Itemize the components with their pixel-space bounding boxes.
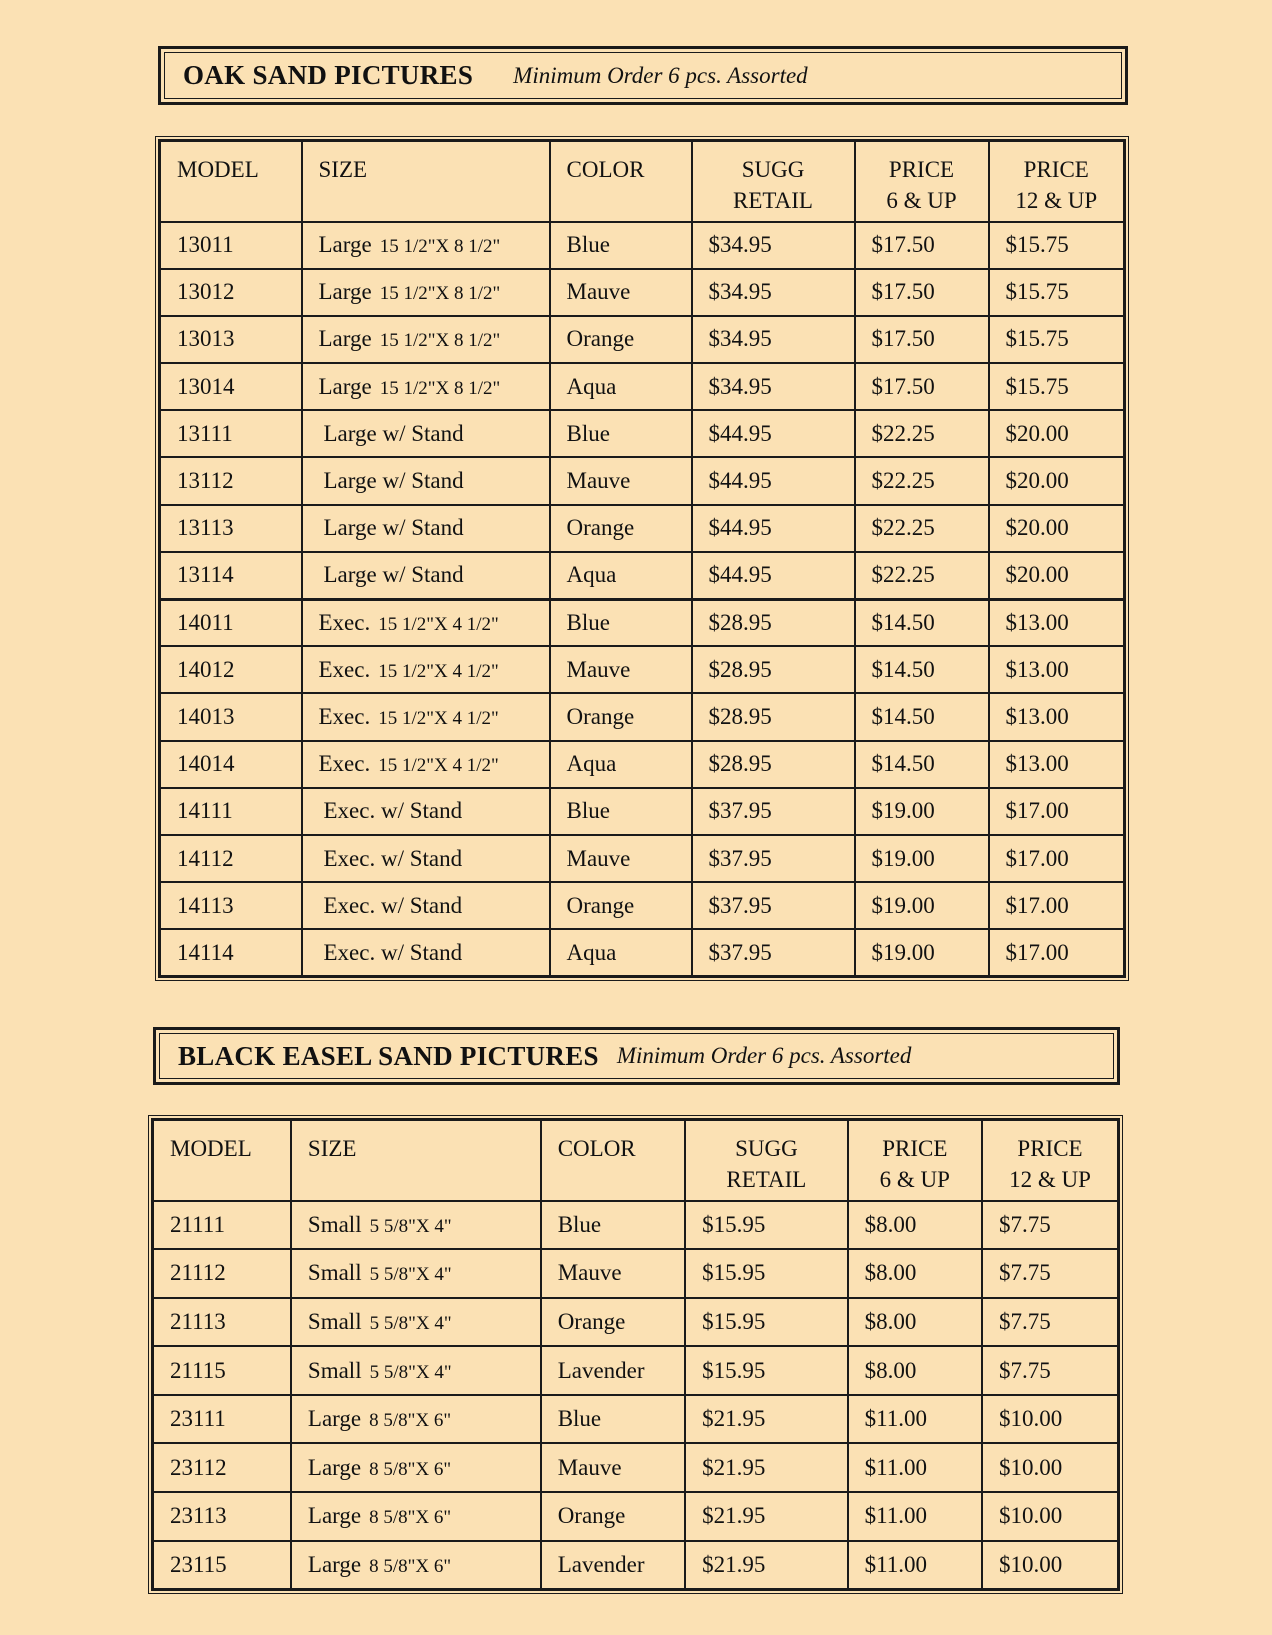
column-header: PRICE 12 & UP	[989, 141, 1125, 222]
model-cell: 23115	[153, 1541, 291, 1590]
price-6-up-cell: $11.00	[848, 1443, 982, 1492]
table-row	[160, 269, 1125, 316]
size-label: Exec. w/ Stand	[323, 798, 463, 824]
column-header: SIZE	[302, 141, 550, 222]
column-header: MODEL	[153, 1120, 291, 1201]
model-cell: 13012	[160, 269, 302, 316]
color-cell: Lavender	[541, 1346, 685, 1395]
size-label: Large w/ Stand	[323, 562, 464, 588]
column-header: SIZE	[291, 1120, 541, 1201]
color-cell: Aqua	[550, 552, 692, 599]
size-cell	[291, 1201, 541, 1250]
color-cell: Orange	[541, 1492, 685, 1541]
black-easel-price-table	[151, 1118, 1120, 1591]
color-cell: Mauve	[541, 1443, 685, 1492]
table-row	[160, 835, 1125, 882]
oak-price-table	[158, 139, 1126, 978]
price-12-up-cell: $13.00	[989, 693, 1125, 740]
column-header: COLOR	[541, 1120, 685, 1201]
price-12-up-cell: $13.00	[989, 599, 1125, 646]
model-cell: 21115	[153, 1346, 291, 1395]
size-cell	[291, 1492, 541, 1541]
sugg-retail-cell: $44.95	[692, 457, 855, 504]
table-row	[153, 1298, 1119, 1347]
table-row	[160, 693, 1125, 740]
size-label: Large w/ Stand	[323, 468, 464, 494]
sugg-retail-cell: $37.95	[692, 929, 855, 976]
table-row	[153, 1541, 1119, 1590]
sugg-retail-cell: $21.95	[685, 1492, 848, 1541]
sugg-retail-cell: $15.95	[685, 1346, 848, 1395]
model-cell: 21113	[153, 1298, 291, 1347]
price-12-up-cell: $17.00	[989, 882, 1125, 929]
price-6-up-cell: $8.00	[848, 1346, 982, 1395]
size-label: Small	[307, 1211, 362, 1237]
price-6-up-cell: $8.00	[848, 1298, 982, 1347]
sugg-retail-cell: $21.95	[685, 1541, 848, 1590]
price-6-up-cell: $8.00	[848, 1249, 982, 1298]
size-label: Exec. w/ Stand	[323, 892, 463, 918]
size-dimensions: 8 5/8"X 6"	[369, 1458, 452, 1480]
column-header: COLOR	[550, 141, 692, 222]
model-cell: 13014	[160, 363, 302, 410]
price-6-up-cell: $19.00	[855, 882, 989, 929]
table-row	[160, 599, 1125, 646]
price-12-up-cell: $7.75	[982, 1249, 1118, 1298]
size-label: Large	[318, 373, 372, 399]
color-cell: Mauve	[550, 457, 692, 504]
model-cell: 13011	[160, 222, 302, 269]
color-cell: Lavender	[541, 1541, 685, 1590]
price-6-up-cell: $19.00	[855, 929, 989, 976]
price-12-up-cell: $17.00	[989, 835, 1125, 882]
price-6-up-cell: $17.50	[855, 269, 989, 316]
size-cell	[291, 1541, 541, 1590]
model-cell: 14012	[160, 646, 302, 693]
size-cell	[291, 1443, 541, 1492]
color-cell: Mauve	[550, 835, 692, 882]
price-12-up-cell: $20.00	[989, 457, 1125, 504]
price-6-up-cell: $14.50	[855, 599, 989, 646]
minimum-order-note: Minimum Order 6 pcs. Assorted	[616, 1043, 912, 1068]
model-cell: 13112	[160, 457, 302, 504]
column-header: PRICE 12 & UP	[982, 1120, 1118, 1201]
size-cell	[302, 410, 550, 457]
price-12-up-cell: $15.75	[989, 222, 1125, 269]
price-12-up-cell: $17.00	[989, 788, 1125, 835]
sugg-retail-cell: $28.95	[692, 693, 855, 740]
table-row	[160, 410, 1125, 457]
table-row	[160, 222, 1125, 269]
price-12-up-cell: $15.75	[989, 269, 1125, 316]
oak-section-title-box	[158, 46, 1128, 105]
table-row	[160, 646, 1125, 693]
price-6-up-cell: $19.00	[855, 788, 989, 835]
table-row	[160, 788, 1125, 835]
price-6-up-cell: $19.00	[855, 835, 989, 882]
color-cell: Blue	[541, 1395, 685, 1444]
size-label: Large	[318, 326, 372, 352]
price-12-up-cell: $13.00	[989, 741, 1125, 788]
sugg-retail-cell: $15.95	[685, 1298, 848, 1347]
model-cell: 14113	[160, 882, 302, 929]
price-6-up-cell: $8.00	[848, 1201, 982, 1250]
table-row	[160, 741, 1125, 788]
model-cell: 23112	[153, 1443, 291, 1492]
table-row	[160, 882, 1125, 929]
size-cell	[291, 1395, 541, 1444]
sugg-retail-cell: $21.95	[685, 1395, 848, 1444]
size-cell	[302, 505, 550, 552]
size-cell	[302, 788, 550, 835]
sugg-retail-cell: $34.95	[692, 269, 855, 316]
table-row	[160, 316, 1125, 363]
price-12-up-cell: $7.75	[982, 1346, 1118, 1395]
model-cell: 23113	[153, 1492, 291, 1541]
price-12-up-cell: $17.00	[989, 929, 1125, 976]
table-row	[153, 1492, 1119, 1541]
price-12-up-cell: $15.75	[989, 316, 1125, 363]
size-label: Exec.	[318, 703, 371, 729]
price-12-up-cell: $10.00	[982, 1395, 1118, 1444]
size-cell	[302, 316, 550, 363]
color-cell: Aqua	[550, 741, 692, 788]
model-cell: 14111	[160, 788, 302, 835]
price-6-up-cell: $14.50	[855, 646, 989, 693]
model-cell: 14112	[160, 835, 302, 882]
price-12-up-cell: $7.75	[982, 1298, 1118, 1347]
price-12-up-cell: $10.00	[982, 1443, 1118, 1492]
size-label: Small	[307, 1357, 362, 1383]
color-cell: Mauve	[550, 269, 692, 316]
size-cell	[302, 646, 550, 693]
sugg-retail-cell: $37.95	[692, 788, 855, 835]
size-cell	[302, 222, 550, 269]
size-label: Exec.	[318, 751, 371, 777]
price-12-up-cell: $10.00	[982, 1492, 1118, 1541]
price-6-up-cell: $11.00	[848, 1541, 982, 1590]
model-cell: 21111	[153, 1201, 291, 1250]
size-cell	[302, 882, 550, 929]
table-row	[160, 505, 1125, 552]
header-row	[153, 1120, 1119, 1201]
color-cell: Orange	[550, 693, 692, 740]
color-cell: Orange	[550, 505, 692, 552]
section-title: BLACK EASEL SAND PICTURES	[178, 1040, 599, 1071]
color-cell: Aqua	[550, 363, 692, 410]
table-row	[160, 457, 1125, 504]
price-6-up-cell: $22.25	[855, 505, 989, 552]
size-label: Large	[307, 1406, 362, 1432]
size-cell	[302, 693, 550, 740]
price-6-up-cell: $22.25	[855, 552, 989, 599]
size-dimensions: 15 1/2"X 4 1/2"	[378, 755, 499, 777]
size-dimensions: 8 5/8"X 6"	[369, 1555, 452, 1577]
size-label: Large	[307, 1551, 362, 1577]
size-label: Large w/ Stand	[323, 420, 464, 446]
table-row	[153, 1346, 1119, 1395]
sugg-retail-cell: $28.95	[692, 741, 855, 788]
size-label: Exec.	[318, 609, 371, 635]
price-12-up-cell: $13.00	[989, 646, 1125, 693]
color-cell: Blue	[550, 788, 692, 835]
price-6-up-cell: $14.50	[855, 741, 989, 788]
size-label: Exec. w/ Stand	[323, 939, 463, 965]
price-6-up-cell: $22.25	[855, 410, 989, 457]
minimum-order-note: Minimum Order 6 pcs. Assorted	[513, 62, 808, 88]
sugg-retail-cell: $15.95	[685, 1201, 848, 1250]
size-cell	[291, 1249, 541, 1298]
table-row	[160, 929, 1125, 976]
model-cell: 14014	[160, 741, 302, 788]
sugg-retail-cell: $34.95	[692, 222, 855, 269]
size-cell	[302, 741, 550, 788]
section-title: OAK SAND PICTURES	[183, 60, 474, 90]
sugg-retail-cell: $28.95	[692, 599, 855, 646]
size-dimensions: 15 1/2"X 4 1/2"	[378, 613, 499, 635]
header-row	[160, 141, 1125, 222]
model-cell: 13013	[160, 316, 302, 363]
color-cell: Orange	[550, 882, 692, 929]
sugg-retail-cell: $34.95	[692, 316, 855, 363]
color-cell: Blue	[550, 599, 692, 646]
size-cell	[291, 1298, 541, 1347]
sugg-retail-cell: $37.95	[692, 835, 855, 882]
table-row	[153, 1443, 1119, 1492]
size-cell	[302, 552, 550, 599]
model-cell: 13114	[160, 552, 302, 599]
price-12-up-cell: $7.75	[982, 1201, 1118, 1250]
size-dimensions: 5 5/8"X 4"	[369, 1312, 452, 1334]
sugg-retail-cell: $44.95	[692, 410, 855, 457]
price-6-up-cell: $14.50	[855, 693, 989, 740]
sugg-retail-cell: $44.95	[692, 505, 855, 552]
color-cell: Aqua	[550, 929, 692, 976]
size-cell	[302, 835, 550, 882]
size-label: Exec. w/ Stand	[323, 845, 463, 871]
size-label: Large	[307, 1454, 362, 1480]
sugg-retail-cell: $37.95	[692, 882, 855, 929]
model-cell: 21112	[153, 1249, 291, 1298]
size-dimensions: 5 5/8"X 4"	[369, 1264, 452, 1286]
price-6-up-cell: $22.25	[855, 457, 989, 504]
color-cell: Blue	[550, 410, 692, 457]
black-easel-section-title-box	[153, 1027, 1120, 1085]
model-cell: 13113	[160, 505, 302, 552]
size-dimensions: 15 1/2"X 8 1/2"	[379, 330, 501, 352]
size-cell	[302, 599, 550, 646]
sugg-retail-cell: $34.95	[692, 363, 855, 410]
color-cell: Mauve	[550, 646, 692, 693]
color-cell: Blue	[550, 222, 692, 269]
size-label: Small	[307, 1308, 362, 1334]
size-label: Large w/ Stand	[323, 515, 464, 541]
size-cell	[302, 269, 550, 316]
size-dimensions: 5 5/8"X 4"	[369, 1361, 452, 1383]
size-dimensions: 15 1/2"X 4 1/2"	[378, 660, 499, 682]
price-6-up-cell: $11.00	[848, 1492, 982, 1541]
size-label: Small	[307, 1260, 362, 1286]
model-cell: 14114	[160, 929, 302, 976]
size-label: Large	[318, 232, 372, 258]
size-cell	[302, 363, 550, 410]
size-dimensions: 15 1/2"X 8 1/2"	[379, 236, 501, 258]
table-row	[160, 363, 1125, 410]
column-header: MODEL	[160, 141, 302, 222]
size-label: Exec.	[318, 656, 371, 682]
size-dimensions: 15 1/2"X 8 1/2"	[379, 283, 501, 305]
color-cell: Blue	[541, 1201, 685, 1250]
sugg-retail-cell: $21.95	[685, 1443, 848, 1492]
price-6-up-cell: $11.00	[848, 1395, 982, 1444]
size-cell	[291, 1346, 541, 1395]
table-row	[153, 1249, 1119, 1298]
size-label: Large	[307, 1503, 362, 1529]
price-12-up-cell: $15.75	[989, 363, 1125, 410]
price-6-up-cell: $17.50	[855, 363, 989, 410]
model-cell: 14013	[160, 693, 302, 740]
model-cell: 14011	[160, 599, 302, 646]
size-dimensions: 15 1/2"X 8 1/2"	[379, 377, 501, 399]
size-cell	[302, 457, 550, 504]
color-cell: Mauve	[541, 1249, 685, 1298]
column-header: SUGG RETAIL	[692, 141, 855, 222]
size-dimensions: 8 5/8"X 6"	[369, 1507, 452, 1529]
column-header: PRICE 6 & UP	[848, 1120, 982, 1201]
price-12-up-cell: $10.00	[982, 1541, 1118, 1590]
price-12-up-cell: $20.00	[989, 410, 1125, 457]
table-row	[160, 552, 1125, 599]
table-row	[153, 1395, 1119, 1444]
size-dimensions: 8 5/8"X 6"	[369, 1410, 452, 1432]
column-header: SUGG RETAIL	[685, 1120, 848, 1201]
model-cell: 23111	[153, 1395, 291, 1444]
sugg-retail-cell: $15.95	[685, 1249, 848, 1298]
column-header: PRICE 6 & UP	[855, 141, 989, 222]
color-cell: Orange	[541, 1298, 685, 1347]
model-cell: 13111	[160, 410, 302, 457]
size-dimensions: 5 5/8"X 4"	[369, 1215, 452, 1237]
color-cell: Orange	[550, 316, 692, 363]
price-12-up-cell: $20.00	[989, 552, 1125, 599]
price-6-up-cell: $17.50	[855, 316, 989, 363]
price-6-up-cell: $17.50	[855, 222, 989, 269]
sugg-retail-cell: $28.95	[692, 646, 855, 693]
price-12-up-cell: $20.00	[989, 505, 1125, 552]
size-label: Large	[318, 279, 372, 305]
size-cell	[302, 929, 550, 976]
sugg-retail-cell: $44.95	[692, 552, 855, 599]
table-row	[153, 1201, 1119, 1250]
size-dimensions: 15 1/2"X 4 1/2"	[378, 707, 499, 729]
